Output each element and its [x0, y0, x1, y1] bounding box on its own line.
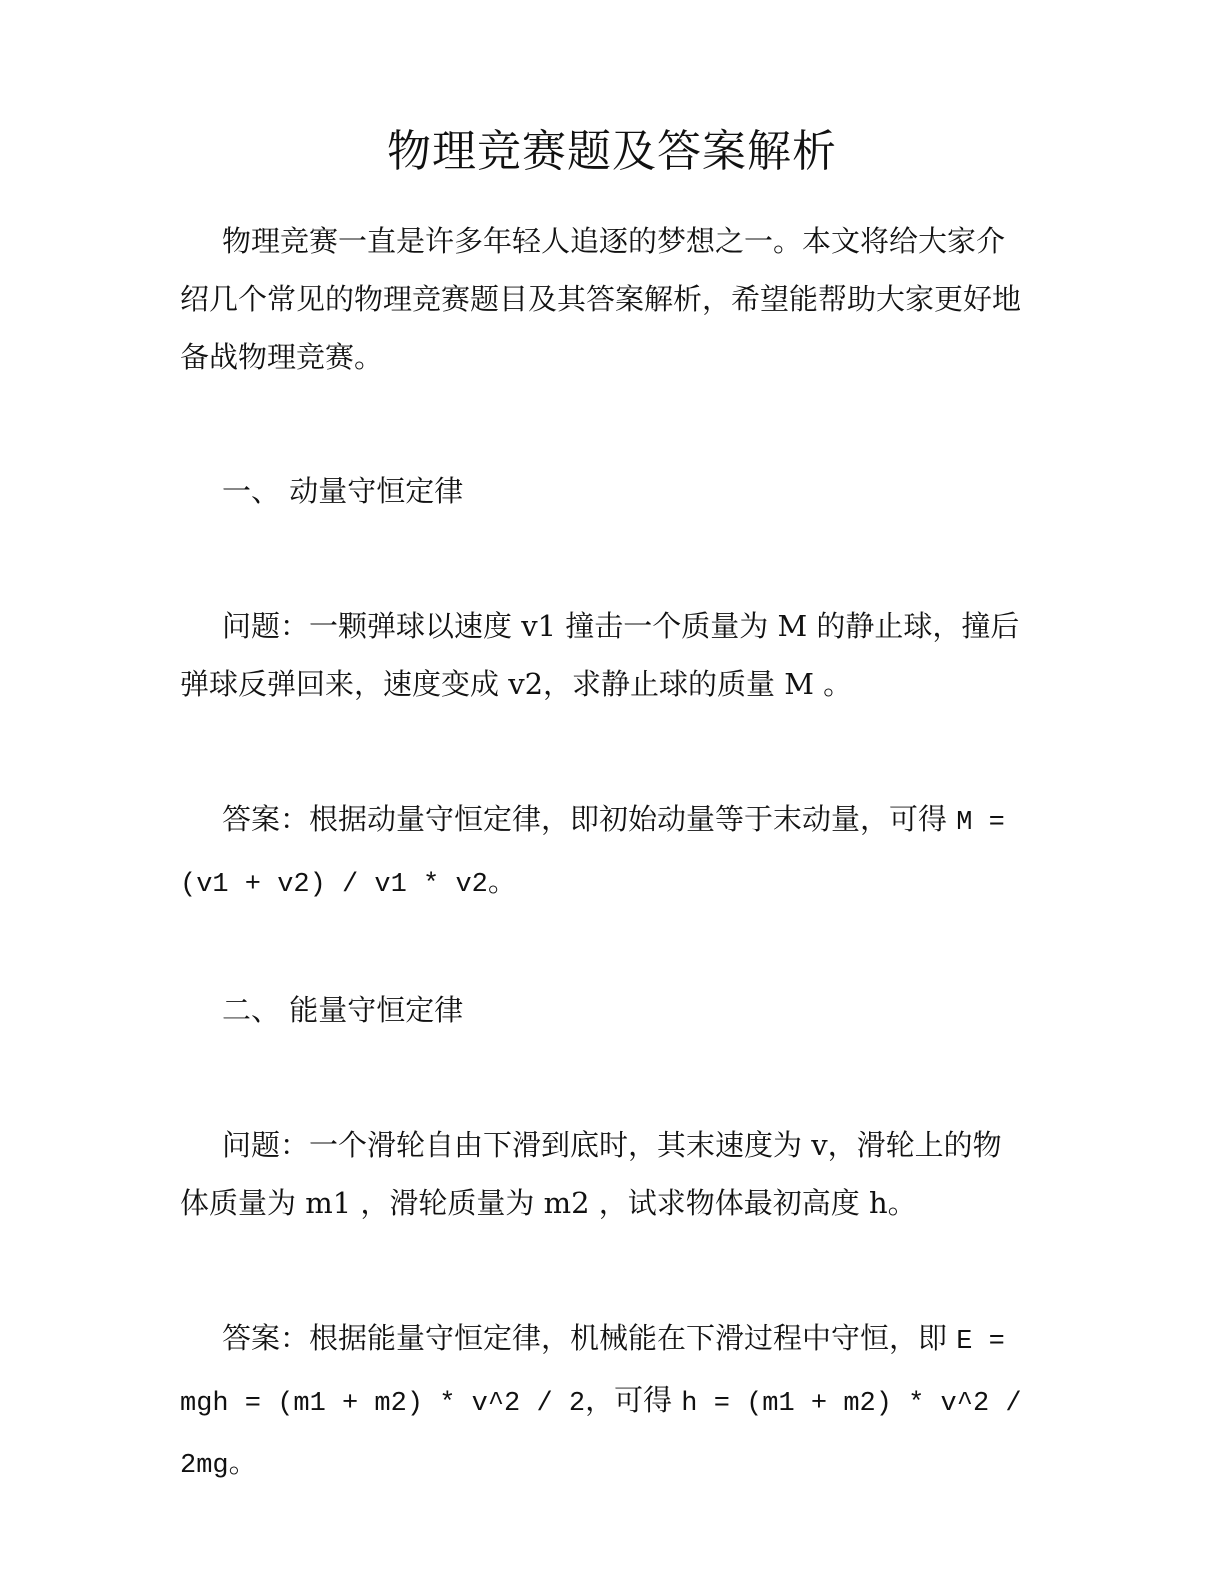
section-1-answer-text: 答案：根据动量守恒定律，即初始动量等于末动量，可得 [222, 802, 957, 836]
section-2-answer-text: 答案：根据能量守恒定律，机械能在下滑过程中守恒，即 [222, 1321, 957, 1355]
section-1-answer-formula: M = (v1 + v2) / v1 * v2 [180, 808, 1005, 900]
section-1-answer-end: 。 [487, 864, 517, 898]
page-title: 物理竞赛题及答案解析 [387, 126, 837, 177]
section-2-answer-end: 。 [228, 1445, 258, 1479]
section-2-question: 问题：一个滑轮自由下滑到底时，其末速度为 v，滑轮上的物体质量为 m1 ，滑轮质量为 m2 ，试求物体最初高度 h。 [180, 1128, 1002, 1220]
section-1-answer [180, 790, 1030, 914]
section-heading-2: 二、 能量守恒定律 [222, 993, 464, 1027]
section-2-answer-mid: ，可得 [585, 1383, 682, 1417]
section-2-answer-formula: E = mgh = (m1 + m2) * v^2 / 2 [180, 1327, 1005, 1419]
section-1-question: 问题：一颗弹球以速度 v1 撞击一个质量为 M 的静止球，撞后弹球反弹回来，速度变成 v2，求静止球的质量 M 。 [180, 609, 1020, 701]
section-2-answer [180, 1309, 1030, 1495]
section-2-answer-formula-2: h = (m1 + m2) * v^2 / 2mg [180, 1389, 1022, 1481]
section-heading-1: 一、 动量守恒定律 [222, 474, 464, 508]
intro-paragraph: 物理竞赛一直是许多年轻人追逐的梦想之一。本文将给大家介绍几个常见的物理竞赛题目及其答案解析，希望能帮助大家更好地备战物理竞赛。 [180, 224, 1022, 374]
